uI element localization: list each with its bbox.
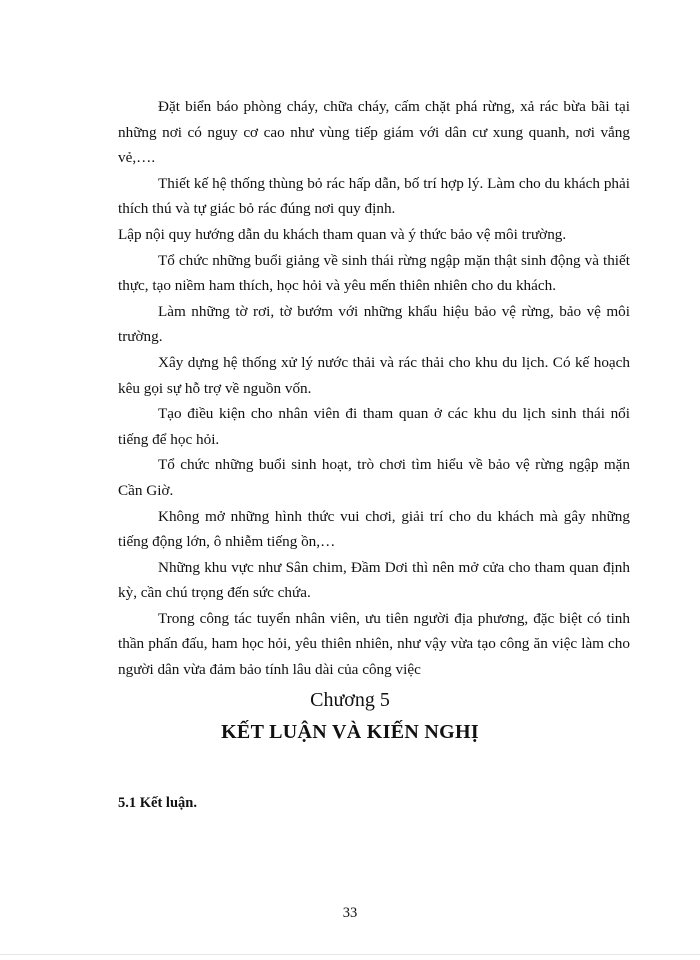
page-number: 33 [342, 905, 358, 921]
paragraph: Không mở những hình thức vui chơi, giải trí cho du khách mà gây những tiếng động lớn, ô nhiễm tiếng ồn,… [118, 507, 630, 551]
paragraph: Xây dựng hệ thống xử lý nước thải và rác thải cho khu du lịch. Có kế hoạch kêu gọi sự hỗ trợ về nguồn vốn. [118, 353, 630, 397]
paragraph: Tổ chức những buổi sinh hoạt, trò chơi tìm hiểu về bảo vệ rừng ngập mặn Cần Giờ. [118, 456, 630, 499]
body-text [118, 94, 630, 683]
paragraph: Làm những tờ rơi, tờ bướm với những khẩu hiệu bảo vệ rừng, bảo vệ môi trường. [118, 302, 630, 346]
section-heading: 5.1 Kết luận. [118, 795, 197, 811]
paragraph: Đặt biển báo phòng cháy, chữa cháy, cấm chặt phá rừng, xả rác bừa bãi tại những nơi có nguy cơ cao như vùng tiếp giám với dân cư xung quanh, nơi vắng vẻ,…. [118, 98, 630, 167]
paragraph: Những khu vực như Sân chim, Đầm Dơi thì nên mở cửa cho tham quan định kỳ, cần chú trọng đến sức chứa. [118, 558, 630, 602]
page-bottom-divider [0, 954, 700, 955]
paragraph: Thiết kế hệ thống thùng bỏ rác hấp dẫn, bố trí hợp lý. Làm cho du khách phải thích thú và tự giác bỏ rác đúng nơi quy định. [118, 174, 630, 218]
paragraph: Tạo điều kiện cho nhân viên đi tham quan ở các khu du lịch sinh thái nổi tiếng để học hỏi. [118, 405, 630, 448]
paragraph: Tổ chức những buổi giảng về sinh thái rừng ngập mặn thật sinh động và thiết thực, tạo niềm ham thích, học hỏi và yêu mến thiên nhiên cho du khách. [118, 251, 630, 295]
paragraph: Trong công tác tuyển nhân viên, ưu tiên người địa phương, đặc biệt có tinh thần phấn đấu, ham học hỏi, yêu thiên nhiên, như vậy vừa tạo công ăn việc làm cho người dân vừa đảm bảo tính lâu dài của công việc [118, 609, 630, 679]
chapter-number: Chương 5 [310, 689, 390, 711]
chapter-title: KẾT LUẬN VÀ KIẾN NGHỊ [221, 721, 479, 743]
paragraph: Lập nội quy hướng dẫn du khách tham quan và ý thức bảo vệ môi trường. [118, 225, 567, 243]
